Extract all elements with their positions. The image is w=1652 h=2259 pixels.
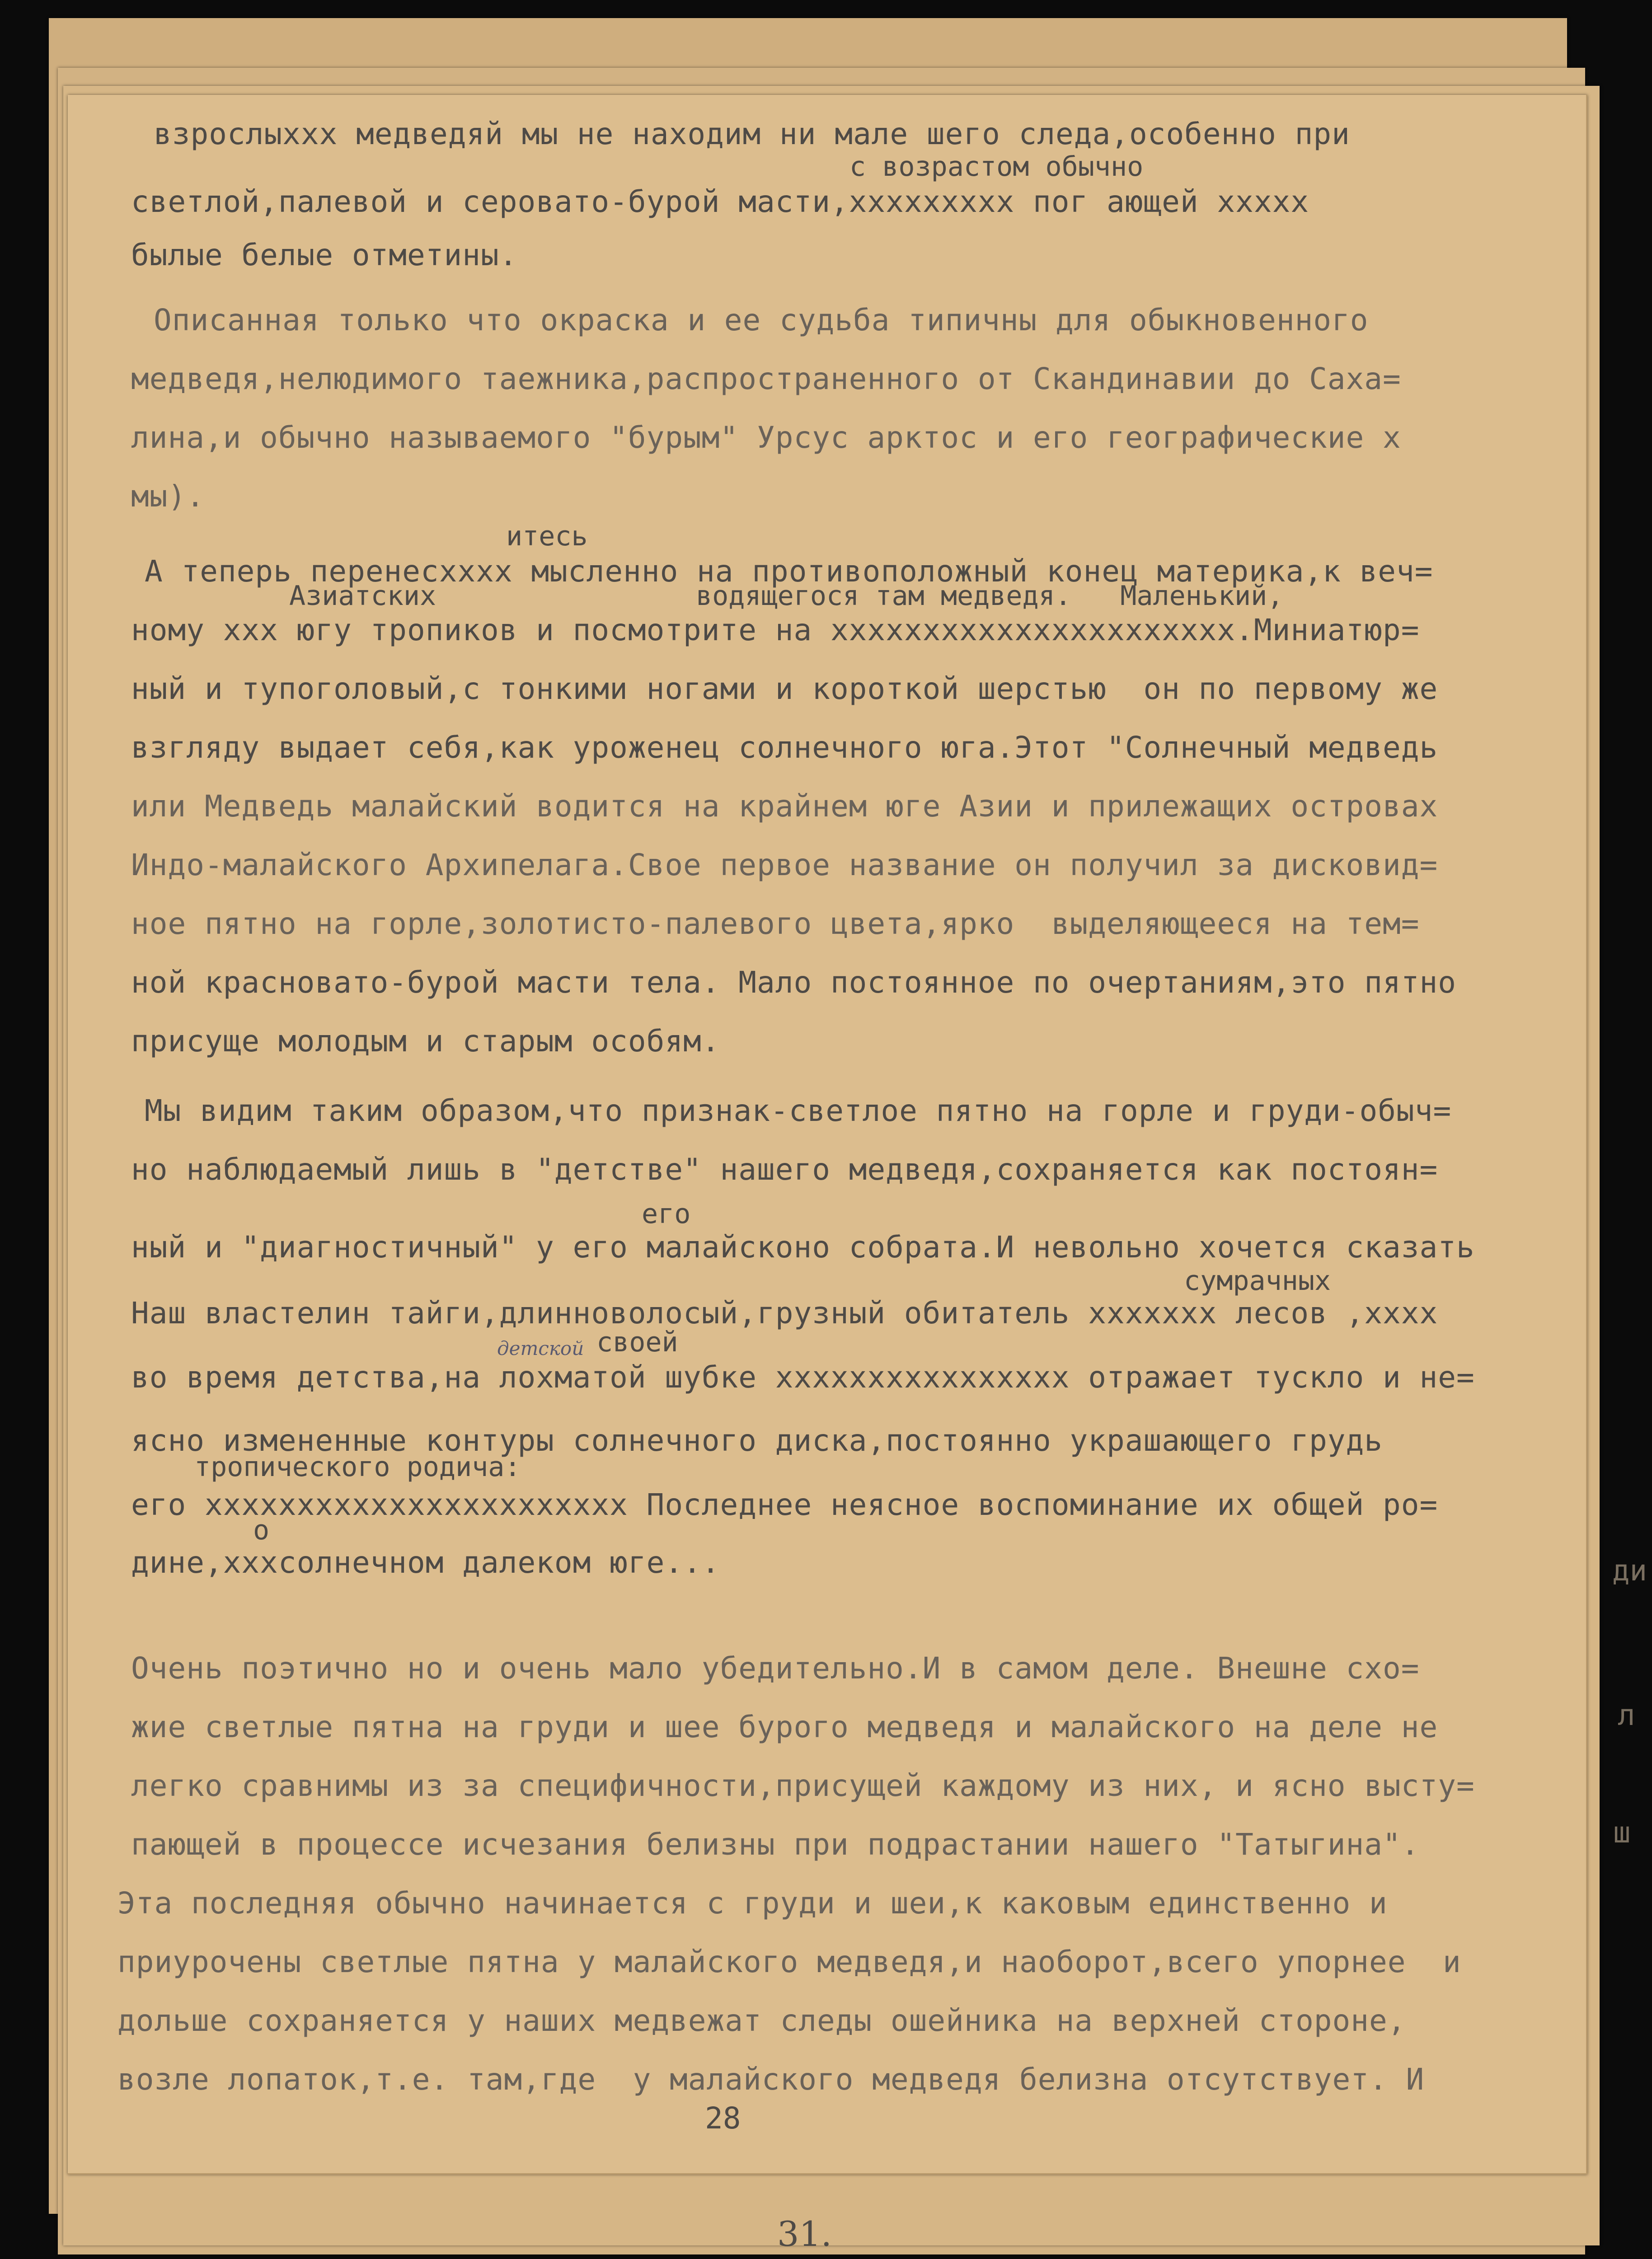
text-line-21: во время детства,на лохматой шубке xxxxxxxxxxxxxxxx отражает тускло и не= <box>131 1360 1475 1395</box>
front-page <box>68 95 1587 2175</box>
text-line-17: Мы видим таким образом,что признак-светлое пятно на горле и груди-обыч= <box>145 1093 1452 1128</box>
text-line-7: мы). <box>131 479 205 514</box>
text-line-2: светлой,палевой и серовато-бурой масти,xxxxxxxxx пог ающей xxxxx <box>131 184 1309 219</box>
text-line-3: былые белые отметины. <box>131 238 518 272</box>
text-line-10: ный и тупоголовый,с тонкими ногами и короткой шерстью он по первому же <box>131 671 1438 706</box>
insert-line-9b: водящегося там медведя. Маленький, <box>696 580 1284 612</box>
side-mark-2: л <box>1618 1699 1635 1732</box>
text-line-26: жие светлые пятна на груди и шее бурого медведя и малайского на деле не <box>131 1710 1438 1744</box>
text-line-19: ный и "диагностичный" у его малайсконо собрата.И невольно хочется сказать <box>131 1230 1475 1265</box>
side-mark-3: ш <box>1613 1816 1631 1850</box>
text-line-11: взгляду выдает себя,как уроженец солнечного юга.Этот "Солнечный медведь <box>131 730 1438 765</box>
text-line-4: Описанная только что окраска и ее судьба типичны для обыкновенного <box>154 303 1369 337</box>
text-line-32: возле лопаток,т.е. там,где у малайского медведя белизна отсутствует. И <box>117 2062 1425 2097</box>
inner-page-number: 28 <box>705 2101 741 2136</box>
text-line-27: легко сравнимы из за специфичности,присущей каждому из них, и ясно высту= <box>131 1768 1475 1803</box>
text-line-23: его xxxxxxxxxxxxxxxxxxxxxxx Последнее неясное воспоминание их общей ро= <box>131 1487 1438 1522</box>
text-line-16: присуще молодым и старым особям. <box>131 1024 720 1059</box>
insert-line-21: своей <box>596 1326 678 1358</box>
text-line-9: ному xxx югу тропиков и посмотрите на xxxxxxxxxxxxxxxxxxxxxx.Миниатюр= <box>131 613 1420 647</box>
insert-line-8: итесь <box>506 520 588 552</box>
text-line-28: пающей в процессе исчезания белизны при подрастании нашего "Татыгина". <box>131 1827 1420 1862</box>
text-line-30: приурочены светлые пятна у малайского медведя,и наоборот,всего упорнее и <box>117 1945 1461 1979</box>
text-line-22: ясно измененные контуры солнечного диска,постоянно украшающего грудь <box>131 1423 1383 1458</box>
text-line-31: дольше сохраняется у наших медвежат следы ошейника на верхней стороне, <box>117 2003 1406 2038</box>
insert-line-20: сумрачных <box>1184 1265 1331 1297</box>
text-line-29: Эта последняя обычно начинается с груди и шеи,к каковым единственно и <box>117 1886 1388 1921</box>
insert-line-19: его <box>642 1198 691 1230</box>
text-line-24: дине,xxxсолнечном далеком юге... <box>131 1545 720 1580</box>
text-line-14: ное пятно на горле,золотисто-палевого цвета,ярко выделяющееся на тем= <box>131 906 1420 941</box>
outer-page-number: 31. <box>777 2214 832 2254</box>
handwritten-insert-word: детской <box>497 1337 584 1359</box>
insert-line-24: о <box>253 1514 270 1546</box>
text-line-1: взрослыхxx медведяй мы не находим ни мале шего следа,особенно при <box>154 117 1350 151</box>
text-line-5: медведя,нелюдимого таежника,распространенного от Скандинавии до Саха= <box>131 361 1401 396</box>
text-line-6: лина,и обычно называемого "бурым" Урсус арктос и его географические x <box>131 420 1401 455</box>
insert-line-23: тропического родича: <box>194 1451 521 1483</box>
text-line-20: Наш властелин тайги,длинноволосый,грузный обитатель xxxxxxx лесов ,xxxx <box>131 1296 1438 1331</box>
text-line-25: Очень поэтично но и очень мало убедительно.И в самом деле. Внешне схо= <box>131 1651 1420 1686</box>
side-mark-1: ди <box>1612 1554 1647 1588</box>
text-line-15: ной красновато-бурой масти тела. Мало постоянное по очертаниям,это пятно <box>131 965 1456 1000</box>
text-line-8: А теперь перенесxxxx мысленно на противоположный конец материка,к веч= <box>145 554 1433 589</box>
text-line-12: или Медведь малайский водится на крайнем юге Азии и прилежащих островах <box>131 789 1438 824</box>
insert-line-2: с возрастом обычно <box>849 151 1144 183</box>
text-line-13: Индо-малайского Архипелага.Свое первое название он получил за дисковид= <box>131 848 1438 882</box>
text-line-18: но наблюдаемый лишь в "детстве" нашего медведя,сохраняется как постоян= <box>131 1152 1438 1187</box>
insert-line-9a: Азиатских <box>289 580 436 612</box>
